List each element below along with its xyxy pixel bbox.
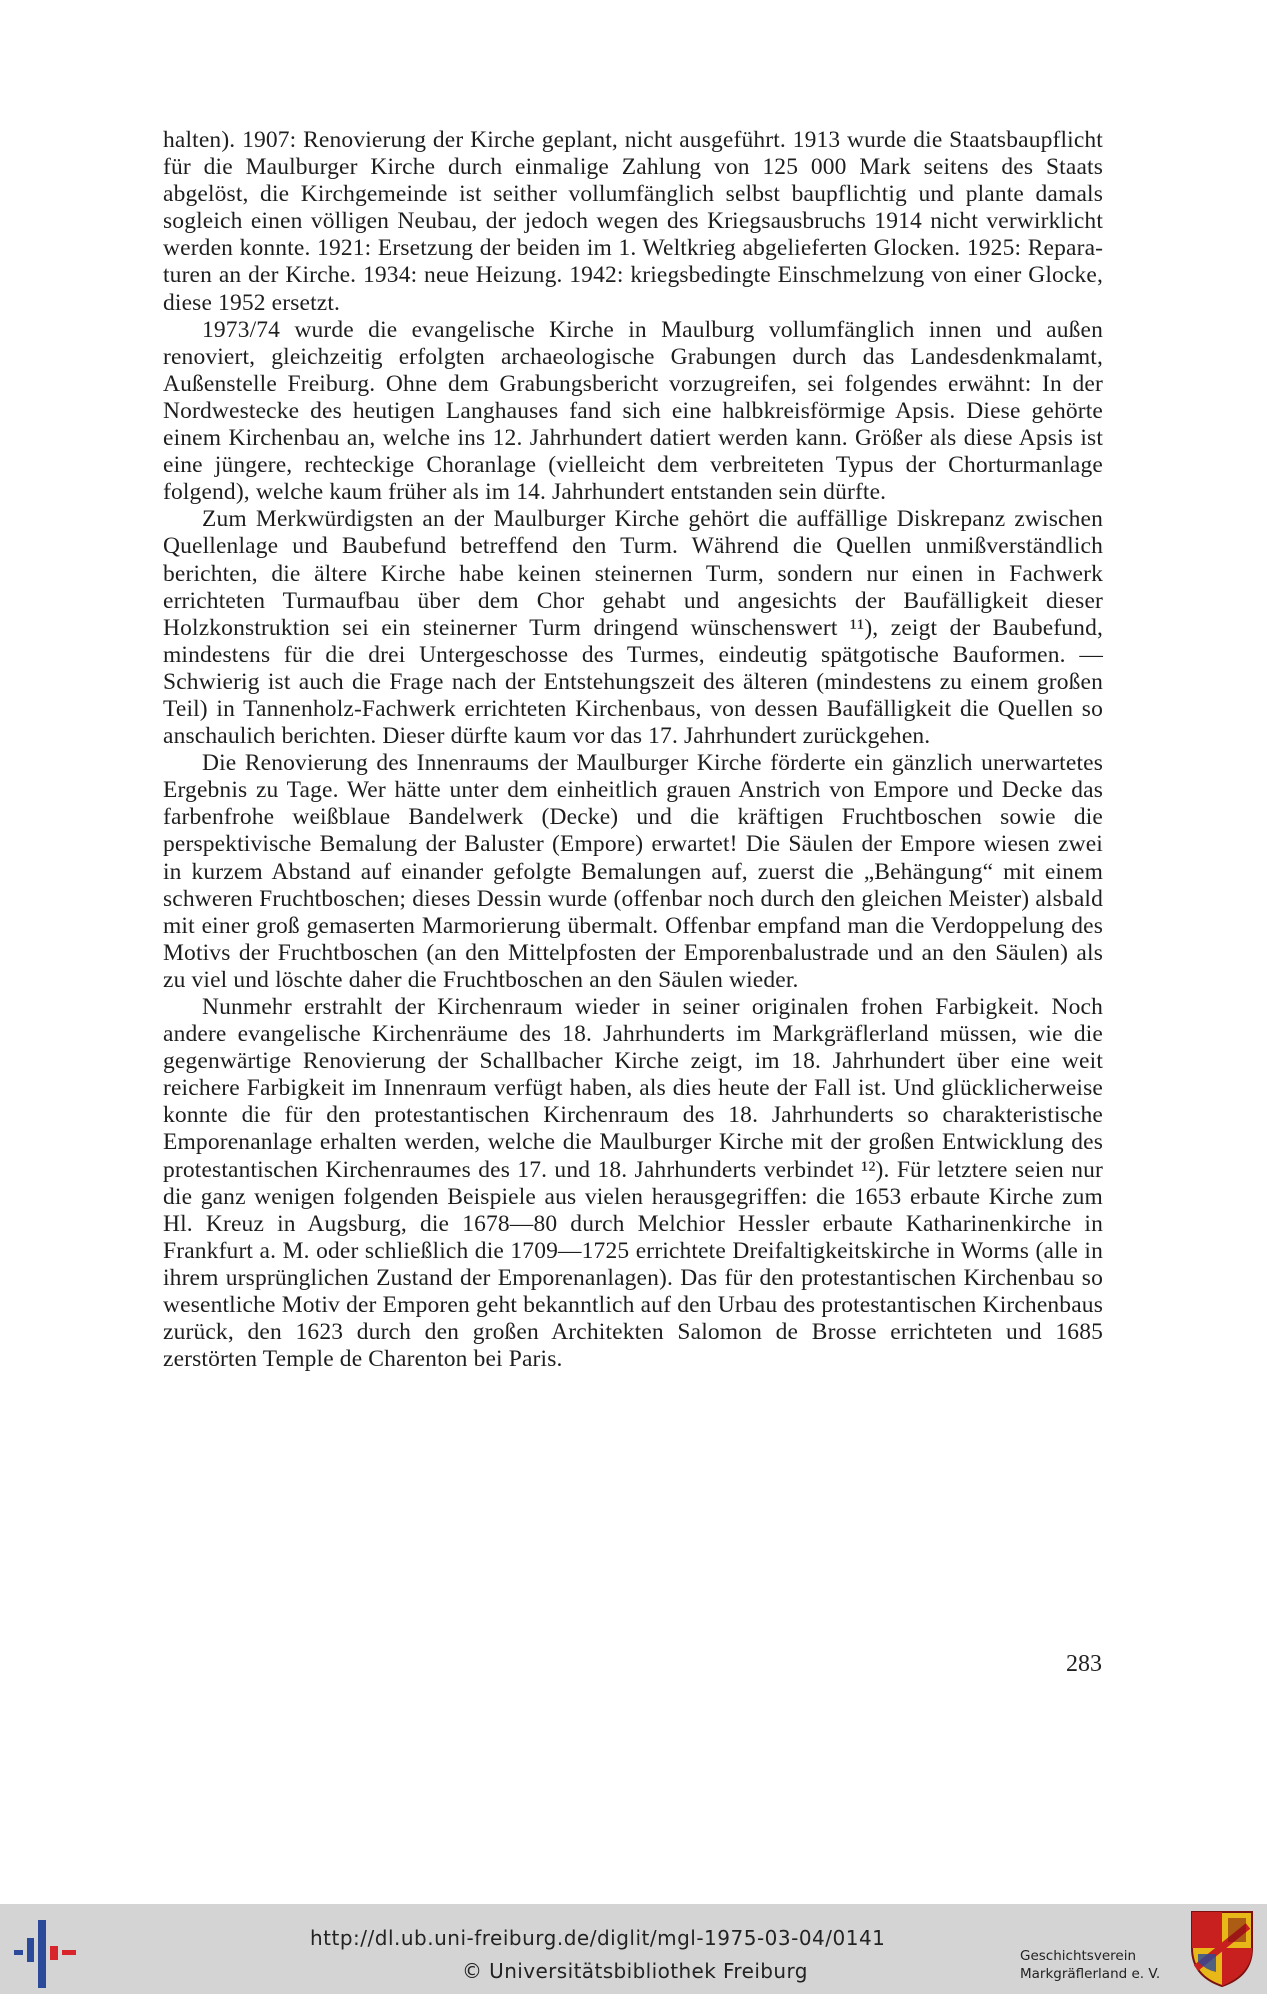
footer-bar [0,1904,1267,1994]
copyright-text: © Universitätsbibliothek Freiburg [462,1959,808,1983]
body-text [163,127,1103,1373]
paragraph: Nunmehr erstrahlt der Kirchenraum wieder in seiner originalen frohen Farbigkeit. Noch andere evangelische Kirchenräume des 18. Jahrhunderts im Markgräflerland müssen, wie die gegenwärtige Renovierung der Schallbacher Kirche zeigt, im 18. Jahrhundert über eine weit reichere Farbigkeit im Innenraum verfügt haben, als dies heute der Fall ist. Und glücklicherweise konnte die für den protestantischen Kirchenraum des 18. Jahrhunderts so charakteristische Emporenanlage erhalten werden, welche die Maulburger Kirche mit der großen Entwicklung des protestantischen Kirchenraumes des 17. und 18. Jahrhunderts verbindet ¹²). Für letztere seien nur die ganz wenigen folgenden Beispiele aus vielen herausgegriffen: die 1653 erbaute Kirche zum Hl. Kreuz in Augsburg, die 1678—80 durch Melchior Hessler erbaute Katharinenkirche in Frankfurt a. M. oder schließlich die 1709—1725 errichtete Dreifaltigkeitskirche in Worms (alle in ihrem ursprünglichen Zustand der Emporenanlagen). Das für den protestantischen Kirchenbau so wesentliche Motiv der Emporen geht bekanntlich auf den Urbau des protestantischen Kirchenbaus zurück, den 1623 durch den großen Architekten Salomon de Brosse errichteten und 1685 zerstörten Temple de Charenton bei Paris. [163,994,1103,1373]
paragraph: Zum Merkwürdigsten an der Maulburger Kirche gehört die auffällige Diskrepanz zwischen Quellenlage und Baubefund betreffend den Turm. Während die Quellen unmißverständlich berichten, die ältere Kirche habe keinen steinernen Turm, sondern nur einen in Fachwerk errichteten Turmaufbau über dem Chor gehabt und angesichts der Baufälligkeit dieser Holzkonstruktion sei ein steinerner Turm dringend wünschenswert ¹¹), zeigt der Baubefund, mindestens für die drei Untergeschosse des Turmes, eindeutig spätgotische Bauformen. — Schwierig ist auch die Frage nach der Entstehungszeit des älteren (mindestens zu einem großen Teil) in Tannenholz-Fachwerk errichteten Kirchenbaus, von dessen Baufälligkeit die Quellen so anschaulich berichten. Dieser dürfte kaum vor das 17. Jahrhundert zurückgehen. [163,506,1103,750]
paragraph: halten). 1907: Renovierung der Kirche geplant, nicht ausgeführt. 1913 wurde die Staatsbaupflicht für die Maulburger Kirche durch einmalige Zahlung von 125 000 Mark seitens des Staats abgelöst, die Kirchgemeinde ist seither vollumfänglich selbst baupflichtig und plante damals sogleich einen völligen Neubau, der jedoch wegen des Kriegsausbruchs 1914 nicht verwirklicht werden konnte. 1921: Ersetzung der beiden im 1. Weltkrieg abgelieferten Glocken. 1925: Reparaturen an der Kirche. 1934: neue Heizung. 1942: kriegsbedingte Einschmelzung von einer Glocke, diese 1952 ersetzt. [163,127,1103,316]
paragraph: Die Renovierung des Innenraums der Maulburger Kirche förderte ein gänzlich unerwartetes Ergebnis zu Tage. Wer hätte unter dem einheitlich grauen Anstrich von Empore und Decke das farbenfrohe weißblaue Bandelwerk (Decke) und die kräftigen Fruchtboschen sowie die perspektivische Bemalung der Baluster (Empore) erwartet! Die Säulen der Empore wiesen zwei in kurzem Abstand auf einander gefolgte Bemalungen auf, zuerst die „Behängung“ mit einem schweren Fruchtboschen; dieses Dessin wurde (offenbar noch durch den gleichen Meister) alsbald mit einer groß gemaserten Marmorierung übermalt. Offenbar empfand man die Verdoppelung des Motivs der Fruchtboschen (an den Mittelpfosten der Emporenbalustrade und an den Säulen) als zu viel und löschte daher die Fruchtboschen an den Säulen wieder. [163,750,1103,993]
society-line-1: Geschichtsverein [1020,1948,1136,1964]
coat-of-arms-icon [1188,1908,1256,1988]
society-line-2: Markgräflerland e. V. [1020,1966,1161,1982]
document-url-link[interactable]: http://dl.ub.uni-freiburg.de/diglit/mgl-1975-03-04/0141 [310,1926,886,1950]
paragraph: 1973/74 wurde die evangelische Kirche in Maulburg vollumfänglich innen und außen renoviert, gleichzeitig erfolgten archaeologische Grabungen durch das Landesdenkmalamt, Außenstelle Freiburg. Ohne dem Grabungsbericht vorzugreifen, sei folgendes erwähnt: In der Nordwestecke des heutigen Langhauses fand sich eine halbkreisförmige Apsis. Diese gehörte einem Kirchenbau an, welche ins 12. Jahrhundert datiert werden kann. Größer als diese Apsis ist eine jüngere, rechteckige Choranlage (vielleicht dem verbreiteten Typus der Chorturmanlage folgend), welche kaum früher als im 14. Jahrhundert entstanden sein dürfte. [163,316,1103,506]
ub-freiburg-logo-icon[interactable] [10,1910,82,1990]
page-number: 283 [1066,1651,1102,1677]
society-name [1020,1947,1160,1983]
